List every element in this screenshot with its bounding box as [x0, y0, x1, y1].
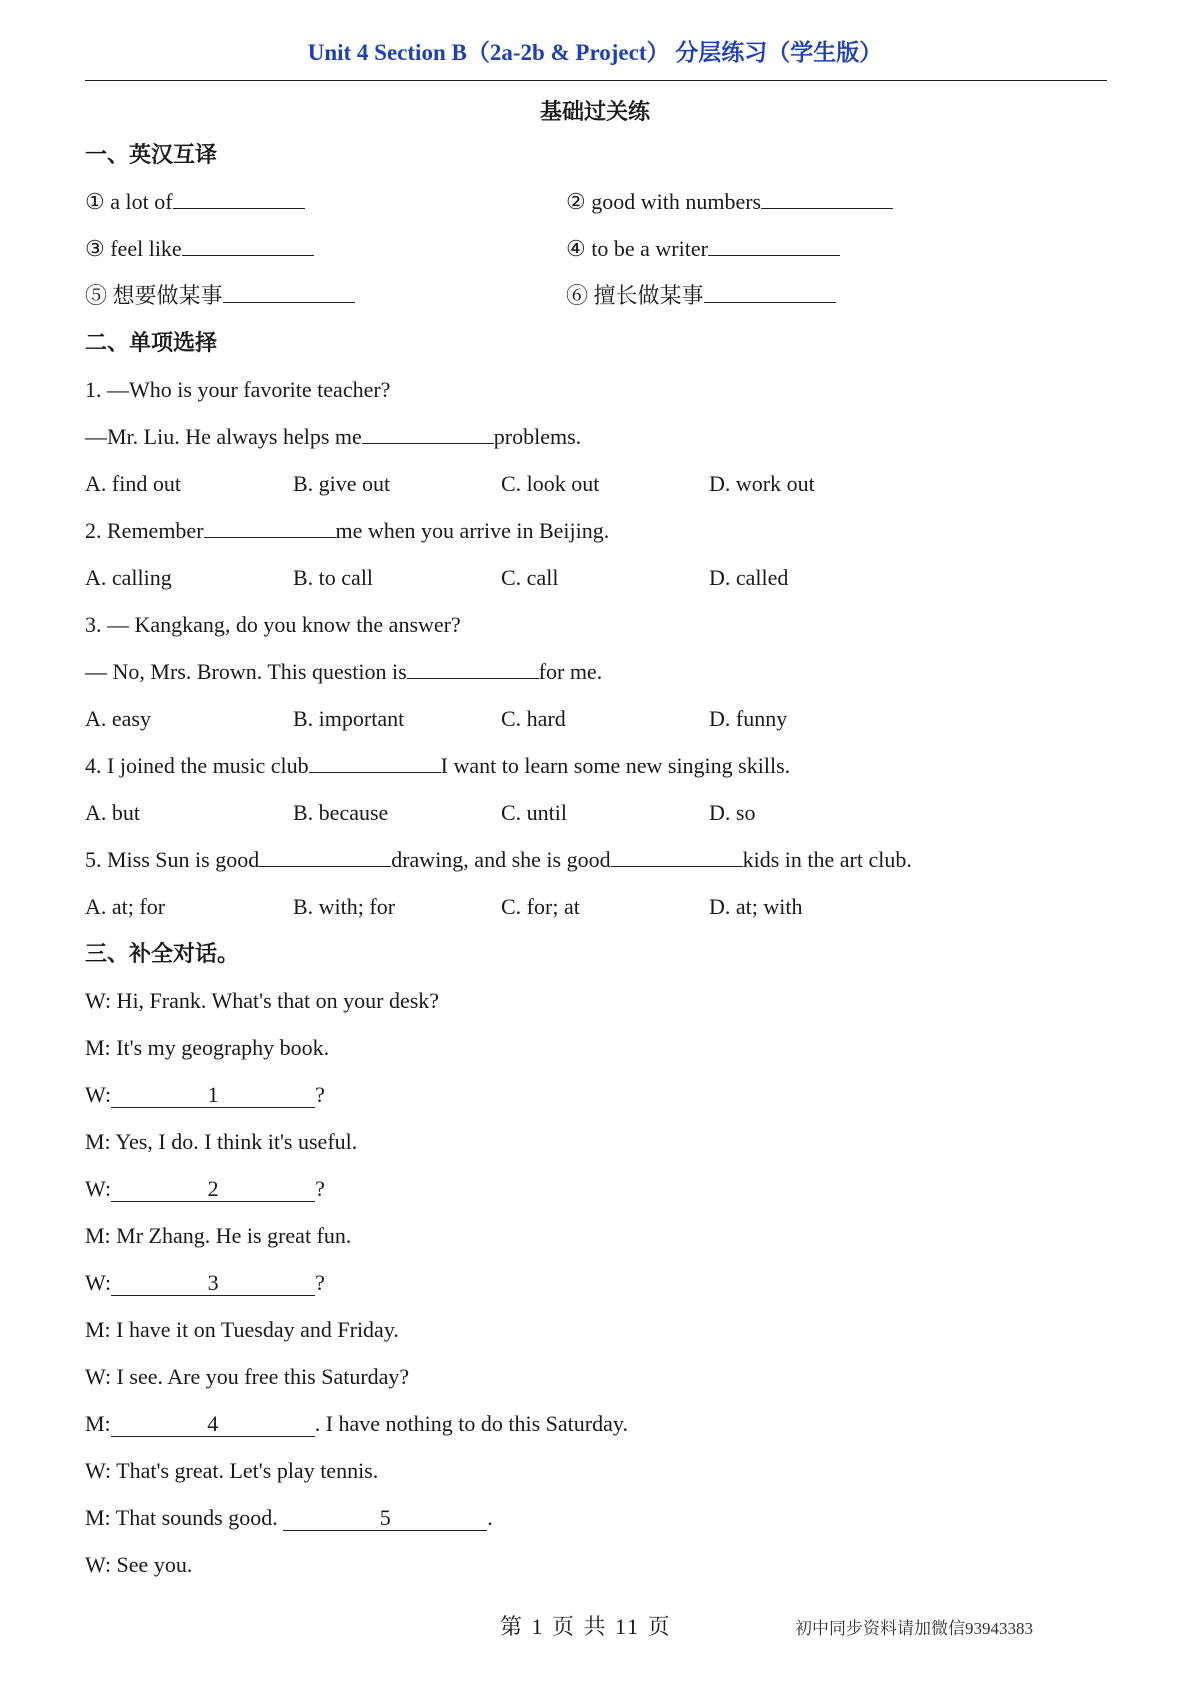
question-text: 2. Remember	[85, 518, 204, 543]
q5-option-b[interactable]: B. with; for	[293, 894, 396, 919]
translate-item-1	[85, 187, 305, 217]
q1-option-c[interactable]: C. look out	[501, 471, 600, 496]
punctuation: ?	[315, 1176, 325, 1201]
dialogue-line: W: That's great. Let's play tennis.	[85, 1458, 379, 1483]
dialogue-line-blank-2	[85, 1174, 325, 1204]
answer-blank[interactable]	[407, 658, 539, 679]
answer-blank[interactable]	[704, 282, 836, 303]
q1-option-b[interactable]: B. give out	[293, 471, 391, 496]
answer-blank[interactable]	[362, 423, 494, 444]
footer-note: 初中同步资料请加微信93943383	[795, 1619, 1033, 1638]
question-4	[85, 751, 790, 781]
item-text: good with numbers	[591, 189, 762, 214]
question-text: me when you arrive in Beijing.	[335, 518, 610, 543]
item-number: ②	[566, 189, 586, 214]
q4-option-a[interactable]: A. but	[85, 800, 140, 825]
section1-title: 一、英汉互译	[85, 142, 218, 167]
dialogue-line: M: Yes, I do. I think it's useful.	[85, 1129, 358, 1154]
q3-option-c[interactable]: C. hard	[501, 706, 566, 731]
translate-item-2	[566, 187, 893, 217]
item-number: ⑥	[566, 283, 589, 308]
question-text: — No, Mrs. Brown. This question is	[85, 659, 407, 684]
question-text: problems.	[493, 424, 582, 449]
speaker: W:	[85, 1082, 112, 1107]
question-5	[85, 845, 912, 875]
dialogue-line-blank-1	[85, 1080, 325, 1110]
numbered-blank[interactable]: 5	[283, 1506, 487, 1531]
q2-option-b[interactable]: B. to call	[293, 565, 374, 590]
dialogue-line: W: Hi, Frank. What's that on your desk?	[85, 988, 440, 1013]
answer-blank[interactable]	[611, 846, 743, 867]
item-number: ③	[85, 236, 105, 261]
numbered-blank[interactable]: 3	[111, 1271, 315, 1296]
translate-item-6	[566, 281, 836, 311]
answer-blank[interactable]	[182, 235, 314, 256]
dialogue-line: M: I have it on Tuesday and Friday.	[85, 1317, 399, 1342]
punctuation: .	[487, 1505, 493, 1530]
translate-item-4	[566, 234, 840, 264]
q2-option-c[interactable]: C. call	[501, 565, 559, 590]
q1-option-a[interactable]: A. find out	[85, 471, 181, 496]
answer-blank[interactable]	[223, 282, 355, 303]
answer-blank[interactable]	[259, 846, 391, 867]
item-text: 想要做某事	[112, 283, 223, 308]
q2-option-a[interactable]: A. calling	[85, 565, 172, 590]
section3-title: 三、补全对话。	[85, 941, 240, 966]
question-3-answer-line	[85, 657, 602, 687]
punctuation: ?	[315, 1082, 325, 1107]
page-number: 第 1 页 共 11 页	[500, 1614, 672, 1639]
question-text: I want to learn some new singing skills.	[440, 753, 791, 778]
dialogue-line-blank-4	[85, 1409, 628, 1439]
answer-blank[interactable]	[761, 188, 893, 209]
speaker: W:	[85, 1176, 112, 1201]
question-text: drawing, and she is good	[391, 847, 611, 872]
question-3-prompt: 3. — Kangkang, do you know the answer?	[85, 612, 461, 637]
dialogue-line: W: I see. Are you free this Saturday?	[85, 1364, 410, 1389]
speaker: M:	[85, 1411, 111, 1436]
q3-option-d[interactable]: D. funny	[709, 706, 788, 731]
answer-blank[interactable]	[204, 517, 336, 538]
item-number: ①	[85, 189, 105, 214]
translate-item-3	[85, 234, 314, 264]
q4-option-b[interactable]: B. because	[293, 800, 389, 825]
answer-blank[interactable]	[173, 188, 305, 209]
q3-option-b[interactable]: B. important	[293, 706, 405, 731]
item-number: ④	[566, 236, 586, 261]
q2-option-d[interactable]: D. called	[709, 565, 789, 590]
q1-option-d[interactable]: D. work out	[709, 471, 815, 496]
item-text: to be a writer	[591, 236, 708, 261]
question-text: —Mr. Liu. He always helps me	[85, 424, 362, 449]
dialogue-line: W: See you.	[85, 1552, 193, 1577]
question-text: 4. I joined the music club	[85, 753, 309, 778]
dialogue-line-blank-3	[85, 1268, 325, 1298]
q4-option-d[interactable]: D. so	[709, 800, 756, 825]
question-text: 5. Miss Sun is good	[85, 847, 260, 872]
document-header-title: Unit 4 Section B（2a-2b & Project） 分层练习（学生版）	[307, 40, 883, 65]
q3-option-a[interactable]: A. easy	[85, 706, 151, 731]
dialogue-line: M: Mr Zhang. He is great fun.	[85, 1223, 352, 1248]
q4-option-c[interactable]: C. until	[501, 800, 568, 825]
dialogue-text: M: That sounds good.	[85, 1505, 278, 1530]
dialogue-line: M: It's my geography book.	[85, 1035, 330, 1060]
header-divider	[85, 80, 1107, 81]
dialogue-line-blank-5	[85, 1503, 493, 1533]
dialogue-text: . I have nothing to do this Saturday.	[314, 1411, 628, 1436]
question-2	[85, 516, 609, 546]
item-number: ⑤	[85, 283, 108, 308]
translate-item-5	[85, 281, 355, 311]
question-1-answer-line	[85, 422, 581, 452]
question-1-prompt: 1. —Who is your favorite teacher?	[85, 377, 391, 402]
answer-blank[interactable]	[708, 235, 840, 256]
numbered-blank[interactable]: 2	[111, 1177, 315, 1202]
answer-blank[interactable]	[309, 752, 441, 773]
punctuation: ?	[315, 1270, 325, 1295]
q5-option-c[interactable]: C. for; at	[501, 894, 580, 919]
question-text: kids in the art club.	[742, 847, 912, 872]
speaker: W:	[85, 1270, 112, 1295]
section-main-title: 基础过关练	[539, 99, 650, 124]
q5-option-a[interactable]: A. at; for	[85, 894, 166, 919]
item-text: 擅长做某事	[593, 283, 704, 308]
question-text: for me.	[538, 659, 603, 684]
q5-option-d[interactable]: D. at; with	[709, 894, 803, 919]
section2-title: 二、单项选择	[85, 330, 218, 355]
numbered-blank[interactable]: 4	[111, 1412, 315, 1437]
numbered-blank[interactable]: 1	[111, 1083, 315, 1108]
item-text: feel like	[110, 236, 182, 261]
item-text: a lot of	[110, 189, 173, 214]
